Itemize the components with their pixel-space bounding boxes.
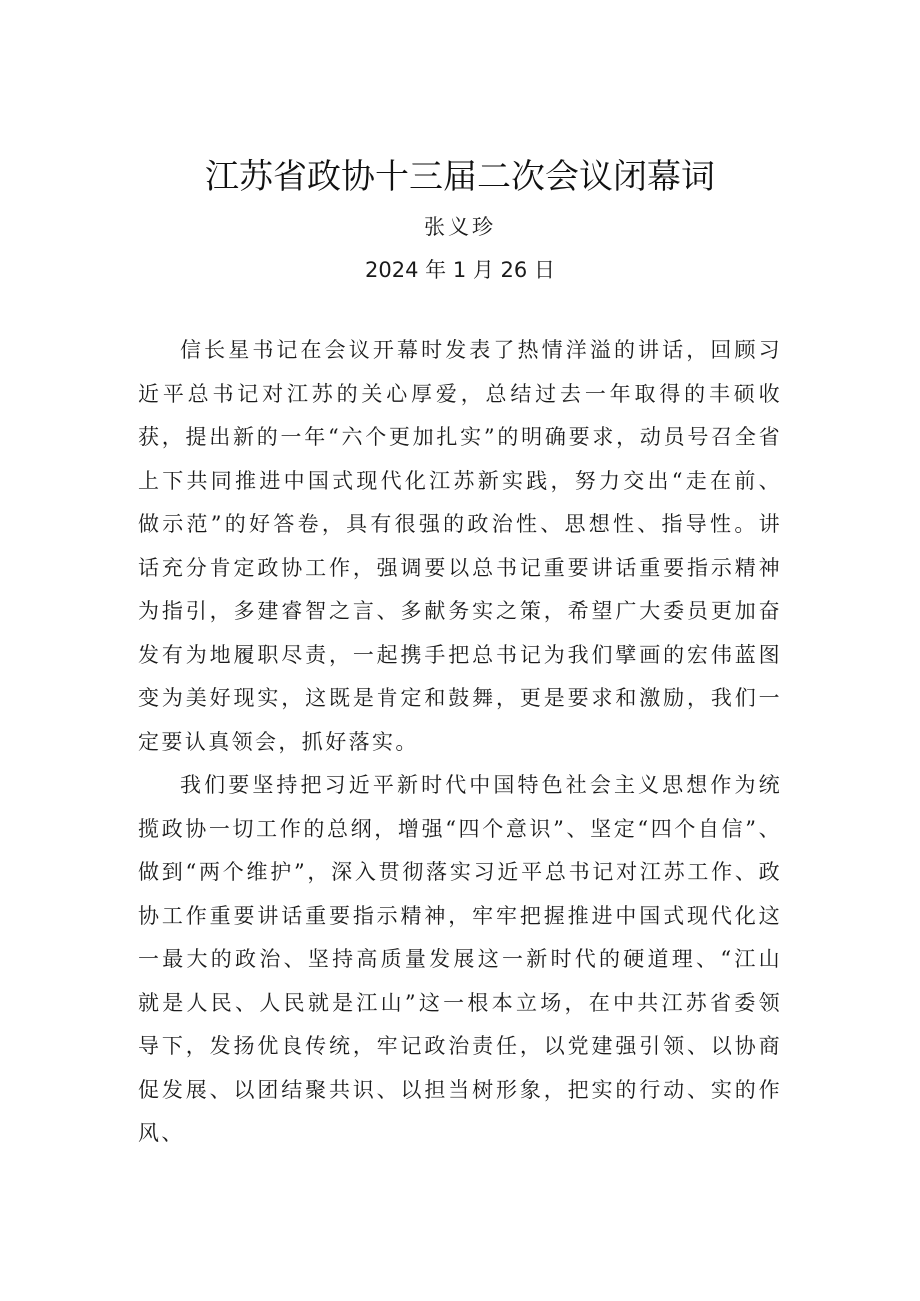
body-text xyxy=(138,329,782,1156)
paragraph-2: 我们要坚持把习近平新时代中国特色社会主义思想作为统揽政协一切工作的总纲，增强“四个意识”、坚定“四个自信”、做到“两个维护”，深入贯彻落实习近平总书记对江苏工作、政协工作重要讲话重要指示精神，牢牢把握推进中国式现代化这一最大的政治、坚持高质量发展这一新时代的硬道理、“江山就是人民、人民就是江山”这一根本立场，在中共江苏省委领导下，发扬优良传统，牢记政治责任，以党建强引领、以协商促发展、以团结聚共识、以担当树形象，把实的行动、实的作风、 xyxy=(138,773,782,1145)
speech-date: 2024 年 1 月 26 日 xyxy=(365,258,555,282)
document-title: 江苏省政协十三届二次会议闭幕词 xyxy=(205,157,715,197)
author-name: 张义珍 xyxy=(424,215,496,239)
paragraph-1: 信长星书记在会议开幕时发表了热情洋溢的讲话，回顾习近平总书记对江苏的关心厚爱，总结过去一年取得的丰硕收获，提出新的一年“六个更加扎实”的明确要求，动员号召全省上下共同推进中国式现代化江苏新实践，努力交出“走在前、做示范”的好答卷，具有很强的政治性、思想性、指导性。讲话充分肯定政协工作，强调要以总书记重要讲话重要指示精神为指引，多建睿智之言、多献务实之策，希望广大委员更加奋发有为地履职尽责，一起携手把总书记为我们擘画的宏伟蓝图变为美好现实，这既是肯定和鼓舞，更是要求和激励，我们一定要认真领会，抓好落实。 xyxy=(138,338,782,754)
